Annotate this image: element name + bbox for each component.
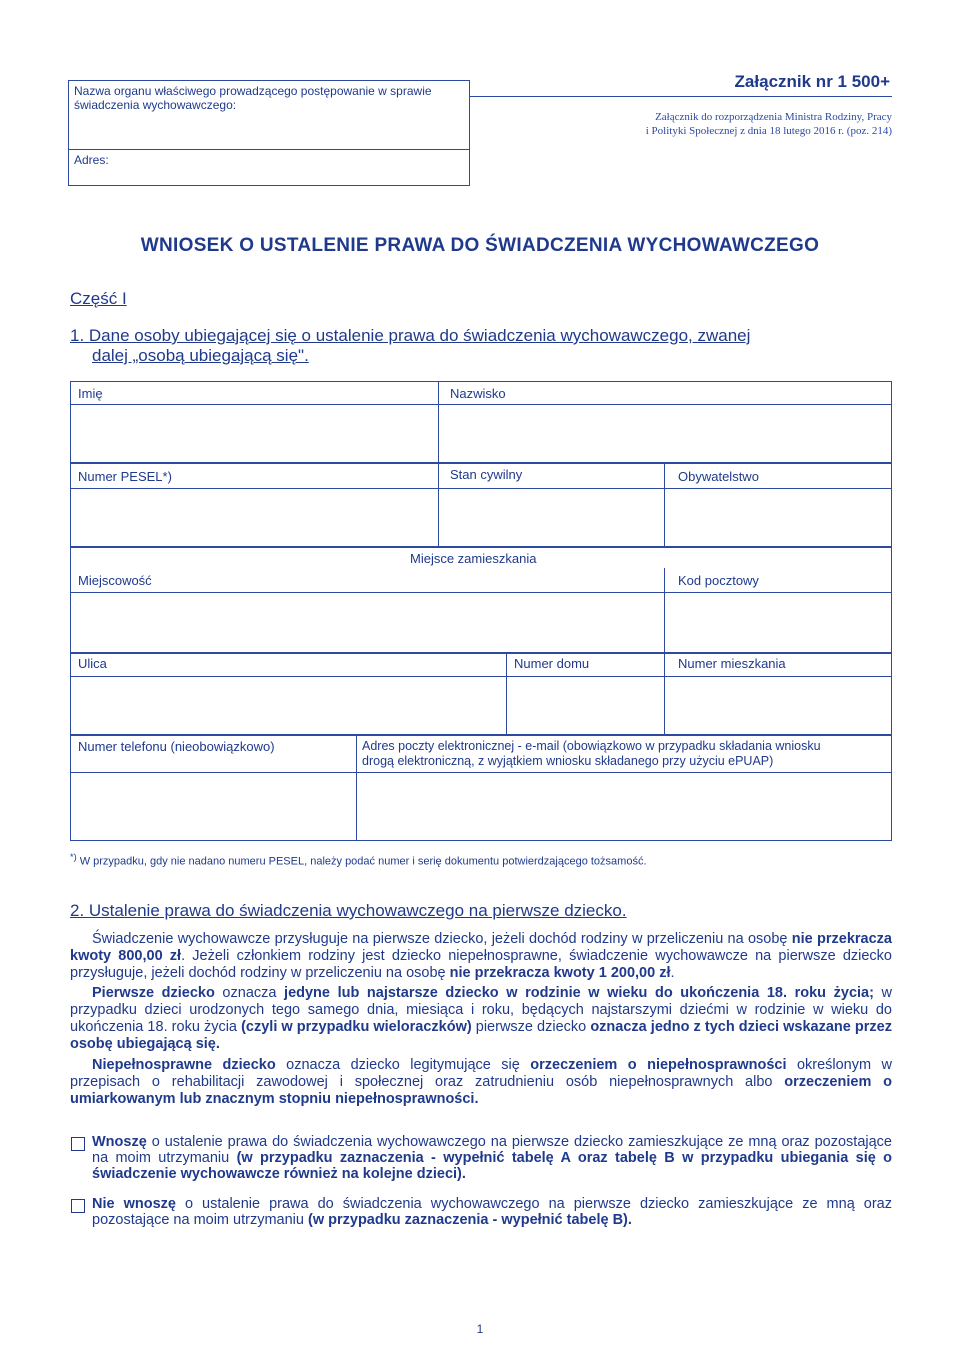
- annex-subtitle-line-1: Załącznik do rozporządzenia Ministra Rodziny, Pracy: [655, 111, 892, 123]
- footnote-mark: *): [70, 852, 77, 862]
- kod-pocztowy-label: Kod pocztowy: [678, 573, 759, 588]
- option-not-apply-checkbox[interactable]: [71, 1199, 85, 1213]
- numer-domu-label: Numer domu: [514, 656, 590, 671]
- p2-text-d: w przypadku dzieci urodzonych tego samego dnia, miesiąca i roku, będących najstarszymi dziećmi w rodzinie w wieku do ukończenia 18. roku życia: [70, 985, 892, 1035]
- p2-bold-c: jedyne lub najstarsze dziecko w rodzinie w wieku do ukończenia 18. roku życia;: [284, 985, 874, 1001]
- form-title: WNIOSEK O USTALENIE PRAWA DO ŚWIADCZENIA WYCHOWAWCZEGO: [140, 235, 820, 256]
- page-number: 1: [476, 1322, 484, 1336]
- section-1-heading-line-2: dalej „osobą ubiegającą się".: [92, 346, 309, 365]
- paragraph-disabled-child: [70, 1057, 892, 1108]
- option-apply-text: [92, 1134, 892, 1182]
- organ-name-label: Nazwa organu właściwego prowadzącego postępowanie w sprawie świadczenia wychowawczego:: [74, 84, 432, 112]
- miejscowosc-label: Miejscowość: [78, 573, 152, 588]
- p3-bold-c: orzeczeniem o niepełnosprawności: [530, 1057, 787, 1073]
- stan-cywilny-field[interactable]: [439, 489, 663, 546]
- opt1-bold-c: (w przypadku zaznaczenia - wypełnić tabelę A oraz tabelę B w przypadku ubiegania się o świadczenie wychowawcze również na kolejne dzieci).: [92, 1150, 893, 1182]
- obywatelstwo-label: Obywatelstwo: [678, 469, 759, 484]
- numer-domu-field[interactable]: [507, 677, 663, 734]
- section-1-heading: [70, 326, 900, 366]
- annex-subtitle-line-2: i Polityki Społecznej z dnia 18 lutego 2016 r. (poz. 214): [645, 125, 892, 137]
- paragraph-income: [70, 931, 892, 982]
- section-1-heading-line-1: 1. Dane osoby ubiegającej się o ustalenie prawa do świadczenia wychowawczego, zwanej: [70, 326, 751, 345]
- p1-text-c: . Jeżeli członkiem rodziny jest dziecko niepełnosprawne, świadczenie wychowawcze na pierwsze dziecko przysługuje, jeżeli dochód rodziny w przeliczeniu na osobę: [70, 948, 892, 981]
- nazwisko-field[interactable]: [439, 405, 891, 462]
- numer-mieszkania-field[interactable]: [665, 677, 891, 734]
- p2-text-f: pierwsze dziecko: [471, 1019, 591, 1035]
- p3-bold-e: orzeczeniem o umiarkowanym lub znacznym stopniu niepełnosprawności.: [70, 1074, 892, 1107]
- p1-text-e: .: [670, 965, 675, 981]
- address-label: Adres:: [74, 153, 109, 167]
- address-divider: [68, 149, 470, 150]
- paragraph-first-child: [70, 985, 892, 1053]
- telefon-field[interactable]: [71, 773, 355, 840]
- footnote: [70, 852, 647, 868]
- section-2-heading: 2. Ustalenie prawa do świadczenia wychowawczego na pierwsze dziecko.: [70, 901, 627, 920]
- ulica-label: Ulica: [78, 656, 107, 671]
- email-label-line-2: drogą elektroniczną, z wyjątkiem wniosku składanego przy użyciu ePUAP): [362, 754, 774, 768]
- ulica-field[interactable]: [71, 677, 505, 734]
- email-field[interactable]: [357, 773, 891, 840]
- stan-cywilny-label: Stan cywilny: [450, 467, 523, 482]
- p2-bold-a: Pierwsze dziecko: [92, 985, 215, 1001]
- opt2-bold-a: Nie wnoszę: [92, 1196, 176, 1212]
- annex-divider: [470, 96, 892, 97]
- miejscowosc-field[interactable]: [71, 593, 663, 652]
- telefon-label: Numer telefonu (nieobowiązkowo): [78, 739, 275, 754]
- annex-subtitle: [646, 110, 892, 138]
- p1-bold-d: nie przekracza kwoty 1 200,00 zł: [449, 965, 671, 981]
- imie-field[interactable]: [71, 405, 437, 462]
- pesel-field[interactable]: [71, 489, 437, 546]
- email-label: [362, 739, 890, 769]
- p2-bold-e: (czyli w przypadku wieloraczków): [241, 1019, 472, 1035]
- p3-bold-a: Niepełnosprawne dziecko: [92, 1057, 276, 1073]
- kod-pocztowy-field[interactable]: [665, 593, 891, 652]
- opt1-bold-a: Wnoszę: [92, 1134, 147, 1150]
- annex-title: Załącznik nr 1 500+: [734, 72, 890, 91]
- pesel-label: Numer PESEL*): [78, 469, 172, 484]
- miejsce-zamieszkania-label: Miejsce zamieszkania: [410, 551, 537, 566]
- p3-text-d: określonym w przepisach o rehabilitacji zawodowej i społecznej oraz zatrudnieniu osób niepełnosprawnych albo: [70, 1057, 892, 1090]
- opt2-text-b: o ustalenie prawa do świadczenia wychowawczego na pierwsze dziecko zamieszkujące ze mną oraz pozostające na moim utrzymaniu: [92, 1196, 892, 1228]
- p2-text-b: oznacza: [214, 985, 285, 1001]
- p3-text-b: oznacza dziecko legitymujące się: [275, 1057, 531, 1073]
- nazwisko-label: Nazwisko: [450, 386, 506, 401]
- email-label-line-1: Adres poczty elektronicznej - e-mail (obowiązkowo w przypadku składania wniosku: [362, 739, 821, 753]
- numer-mieszkania-label: Numer mieszkania: [678, 656, 786, 671]
- p1-text-a: Świadczenie wychowawcze przysługuje na pierwsze dziecko, jeżeli dochód rodziny w przeliczeniu na osobę: [92, 931, 792, 947]
- option-apply-checkbox[interactable]: [71, 1137, 85, 1151]
- footnote-text: W przypadku, gdy nie nadano numeru PESEL, należy podać numer i serię dokumentu potwierdzającego tożsamość.: [79, 855, 647, 868]
- part-label: Część I: [70, 289, 127, 308]
- option-not-apply-text: [92, 1196, 892, 1228]
- p1-bold-b: nie przekracza kwoty 800,00 zł: [70, 931, 892, 964]
- opt2-bold-c: (w przypadku zaznaczenia - wypełnić tabelę B).: [308, 1212, 632, 1228]
- opt1-text-b: o ustalenie prawa do świadczenia wychowawczego na pierwsze dziecko zamieszkujące ze mną oraz pozostające na moim utrzymaniu: [92, 1134, 892, 1166]
- imie-label: Imię: [78, 386, 103, 401]
- p2-bold-g: oznacza jedno z tych dzieci wskazane przez osobę ubiegającą się.: [70, 1019, 892, 1052]
- obywatelstwo-field[interactable]: [665, 489, 891, 546]
